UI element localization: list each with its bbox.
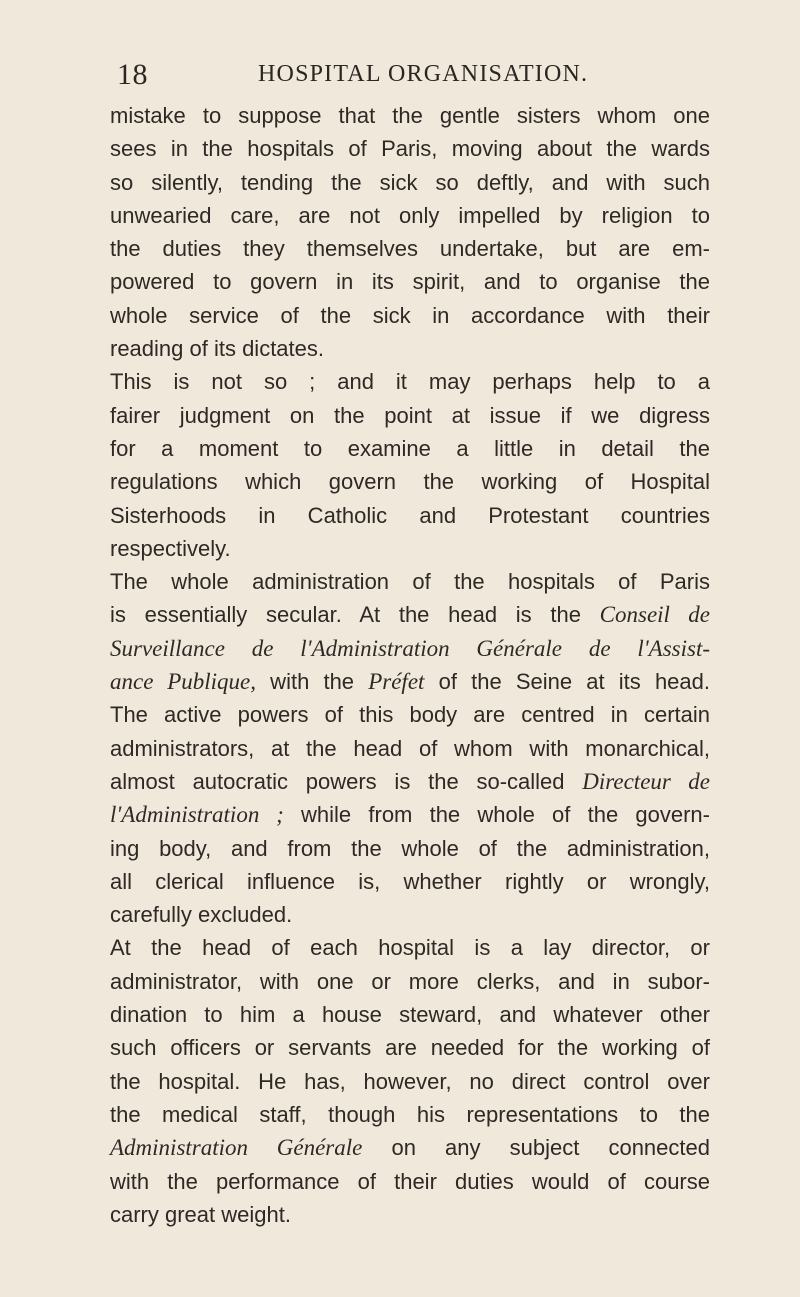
italic-run: Conseil de <box>599 602 710 628</box>
text-run: on any subject connected <box>362 1135 710 1161</box>
text-line: all clerical influence is, whether rightly or wrongly, <box>110 868 710 894</box>
text-run: of the Seine at its head. <box>424 669 710 695</box>
text-run: is essentially secular. At the head is the <box>110 602 600 628</box>
text-line: unwearied care, are not only impelled by religion to <box>110 202 710 228</box>
text-line: reading of its dictates. <box>110 336 325 362</box>
text-run: with the <box>256 669 369 695</box>
text-line: sees in the hospitals of Paris, moving about the wards <box>110 136 710 162</box>
text-run: almost autocratic powers is the so-called <box>110 768 583 794</box>
text-line: Sisterhoods in Catholic and Protestant countries <box>110 502 710 528</box>
italic-run: l'Administration ; <box>110 802 284 828</box>
text-line <box>110 665 710 698</box>
text-line: mistake to suppose that the gentle sisters whom one <box>110 103 710 128</box>
text-line: ing body, and from the whole of the administration, <box>110 835 710 861</box>
text-line: At the head of each hospital is a lay director, or <box>110 935 710 961</box>
text-line <box>110 598 710 631</box>
text-run: while from the whole of the govern- <box>283 802 710 828</box>
text-line <box>110 632 710 665</box>
text-line: administrators, at the head of whom with monarchical, <box>110 735 710 761</box>
text-line: the hospital. He has, however, no direct control over <box>110 1068 710 1094</box>
text-line: carefully excluded. <box>110 902 293 928</box>
text-line: regulations which govern the working of Hospital <box>110 469 710 495</box>
text-line: dination to him a house steward, and whatever other <box>110 1002 710 1028</box>
italic-run: Directeur de <box>582 768 710 794</box>
text-line: powered to govern in its spirit, and to organise the <box>110 269 710 295</box>
text-line: fairer judgment on the point at issue if we digress <box>110 402 710 428</box>
text-line <box>110 1131 710 1164</box>
text-line: The whole administration of the hospitals of Paris <box>110 569 710 595</box>
text-line: so silently, tending the sick so deftly, and with such <box>110 169 710 195</box>
text-line: for a moment to examine a little in detail the <box>110 435 710 461</box>
text-line: This is not so ; and it may perhaps help to a <box>110 369 710 395</box>
italic-run: Administration Générale <box>110 1135 363 1161</box>
text-line <box>110 798 710 831</box>
page-header <box>0 58 800 98</box>
text-line: administrator, with one or more clerks, and in subor- <box>110 968 710 994</box>
italic-run: Préfet <box>368 669 425 695</box>
text-line: the duties they themselves undertake, but are em- <box>110 236 710 262</box>
text-line: carry great weight. <box>110 1201 291 1227</box>
italic-run: Surveillance de l'Administration Générale de l'Assist- <box>110 635 710 661</box>
running-head: HOSPITAL ORGANISATION. <box>258 61 589 87</box>
text-line: respectively. <box>110 535 231 561</box>
text-line: whole service of the sick in accordance with their <box>110 302 710 328</box>
text-line: The active powers of this body are centred in certain <box>110 702 710 728</box>
text-line: the medical staff, though his representations to the <box>110 1101 710 1127</box>
text-line <box>110 765 710 798</box>
text-line: such officers or servants are needed for the working of <box>110 1035 710 1061</box>
body-text <box>110 99 710 1231</box>
italic-run: ance Publique, <box>110 669 257 695</box>
page-number: 18 <box>117 58 148 91</box>
text-line: with the performance of their duties would of course <box>110 1168 710 1194</box>
